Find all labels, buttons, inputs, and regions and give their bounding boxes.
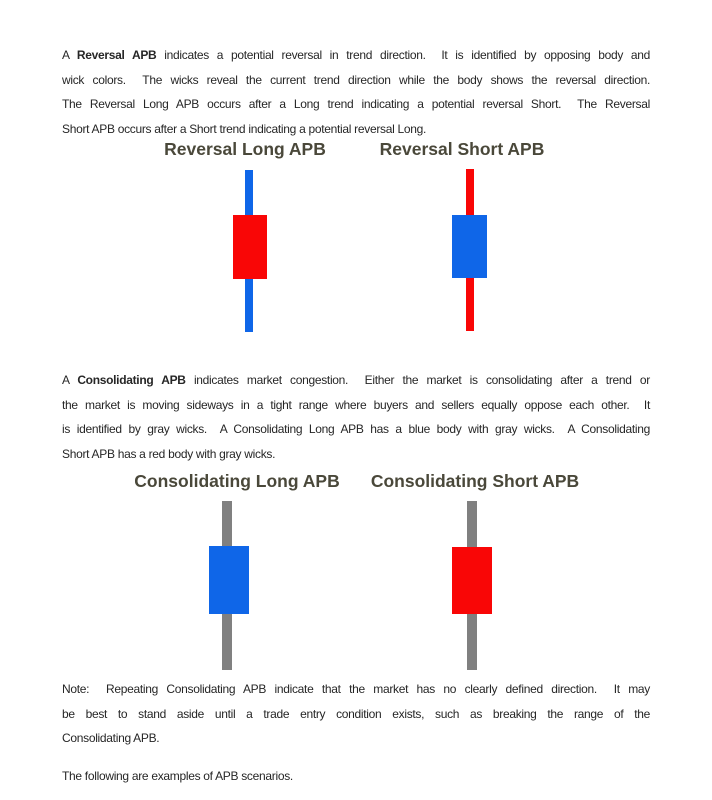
- candle-reversal-long-apb: [233, 170, 267, 332]
- paragraph-line: Short APB occurs after a Short trend indicating a potential reversal Long.: [62, 121, 427, 136]
- paragraph-text: indicates market congestion. Either the market is consolidating after a trend or: [185, 373, 650, 387]
- candle-reversal-short-apb: [452, 169, 487, 331]
- paragraph-line: the market is moving sideways in a tight range where buyers and sellers equally oppose each other. It: [62, 397, 650, 412]
- candle-body: [209, 546, 249, 614]
- diagram-title-consolidating-short: Consolidating Short APB: [370, 471, 580, 491]
- paragraph-reversal: [62, 43, 650, 141]
- paragraph-consolidating: [62, 368, 650, 466]
- candle-consolidating-short-apb: [452, 501, 492, 670]
- candle-body: [452, 215, 487, 278]
- candle-body: [452, 547, 492, 614]
- paragraph-line: wick colors. The wicks reveal the current trend direction while the body shows the reversal direction.: [62, 72, 650, 87]
- closing-line: [62, 764, 650, 789]
- paragraph-line: is identified by gray wicks. A Consolidating Long APB has a blue body with gray wicks. A Consolidating: [62, 422, 650, 436]
- paragraph-line: [62, 368, 650, 393]
- diagram-title-consolidating-long: Consolidating Long APB: [134, 471, 340, 491]
- paragraph-line: The following are examples of APB scenarios.: [62, 769, 293, 783]
- candle-consolidating-long-apb: [209, 501, 249, 670]
- diagram-title-reversal-short: Reversal Short APB: [379, 139, 545, 159]
- paragraph-line: Note: Repeating Consolidating APB indicate that the market has no clearly defined direction. It may: [62, 682, 650, 696]
- paragraph-line: Consolidating APB.: [62, 731, 160, 745]
- paragraph-text: indicates a potential reversal in trend direction. It is identified by opposing body and: [156, 48, 651, 62]
- paragraph-line: [62, 43, 650, 68]
- paragraph-text: A: [62, 373, 78, 387]
- paragraph-bold-text: Reversal APB: [76, 48, 157, 62]
- paragraph-line: Short APB has a red body with gray wicks.: [62, 446, 276, 461]
- paragraph-line: be best to stand aside until a trade entry condition exists, such as breaking the range of the: [62, 706, 650, 721]
- diagram-title-reversal-long: Reversal Long APB: [164, 139, 326, 159]
- paragraph-note: [62, 677, 650, 751]
- paragraph-text: A: [62, 48, 77, 62]
- paragraph-bold-text: Consolidating APB: [77, 373, 186, 387]
- paragraph-line: The Reversal Long APB occurs after a Long trend indicating a potential reversal Short. The Reversal: [62, 97, 650, 111]
- candle-body: [233, 215, 267, 279]
